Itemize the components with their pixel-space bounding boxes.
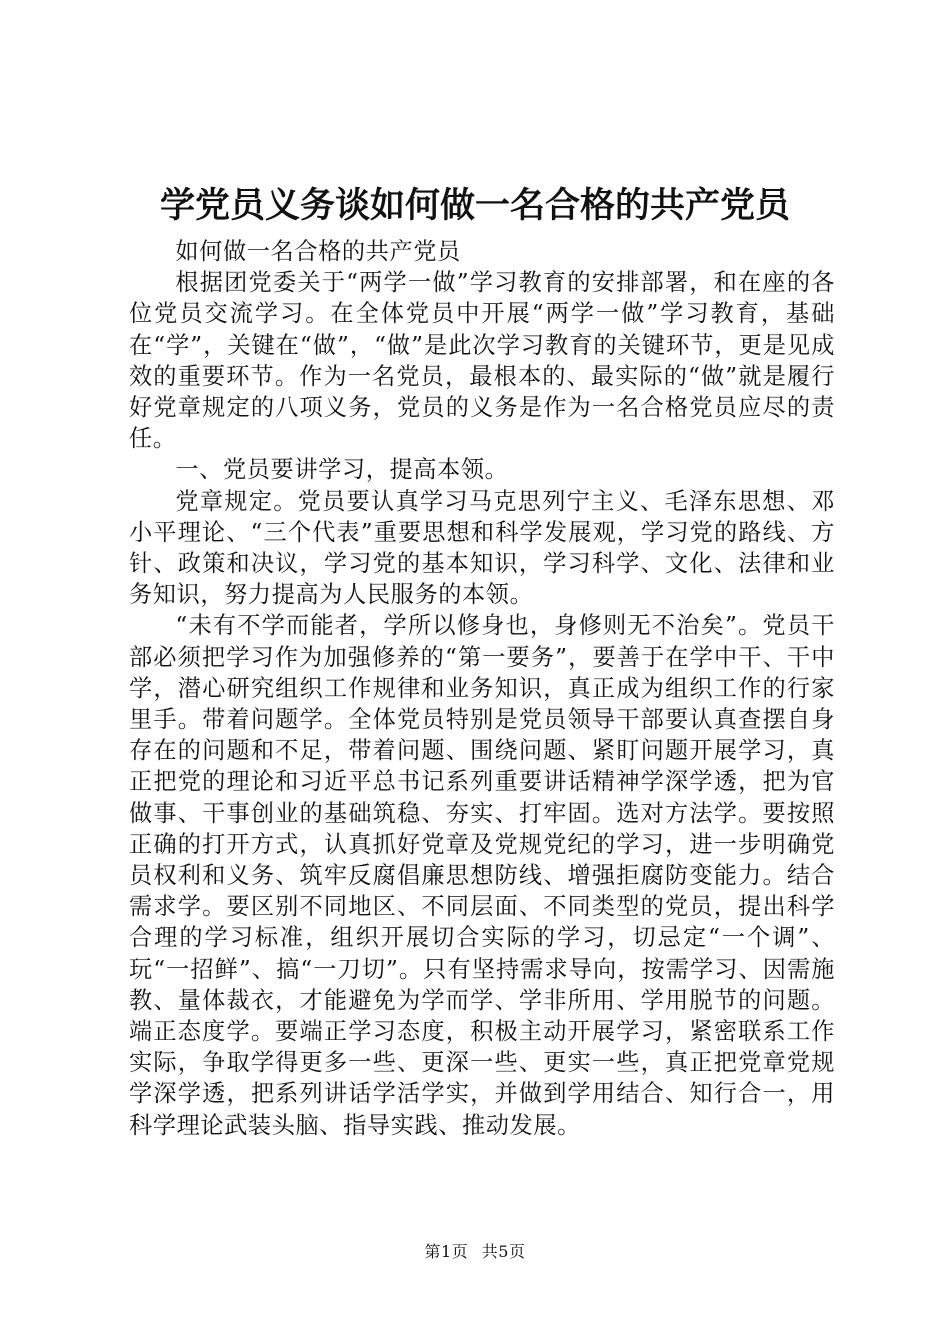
document-body [129,236,835,1141]
paragraph-party-constitution: 党章规定。党员要认真学习马克思列宁主义、毛泽东思想、邓小平理论、“三个代表”重要思想和科学发展观，学习党的路线、方针、政策和决议，学习党的基本知识，学习科学、文化、法律和业务知识，努力提高为人民服务的本领。 [129,487,835,609]
section-heading: 一、党员要讲学习，提高本领。 [175,456,509,484]
page-count: 共5页 [481,1242,526,1261]
paragraph-study-methods: “未有不学而能者，学所以修身也，身修则无不治矣”。党员干部必须把学习作为加强修养的“第一要务”，要善于在学中干、干中学，潜心研究组织工作规律和业务知识，真正成为组织工作的行家里手。带着问题学。全体党员特别是党员领导干部要认真查摆自身存在的问题和不足，带着问题、围绕问题、紧盯问题开展学习，真正把党的理论和习近平总书记系列重要讲话精神学深学透，把为官做事、干事创业的基础筑稳、夯实、打牢固。选对方法学。要按照正确的打开方式，认真抓好党章及党规党纪的学习，进一步明确党员权利和义务、筑牢反腐倡廉思想防线、增强拒腐防变能力。结合需求学。要区别不同地区、不同层面、不同类型的党员，提出科学合理的学习标准，组织开展切合实际的学习，切忌定“一个调”、玩“一招鲜”、搞“一刀切”。只有坚持需求导向，按需学习、因需施教、量体裁衣，才能避免为学而学、学非所用、学用脱节的问题。端正态度学。要端正学习态度，积极主动开展学习，紧密联系工作实际，争取学得更多一些、更深一些、更实一些，真正把党章党规学深学透，把系列讲话学活学实，并做到学用结合、知行合一，用科学理论武装头脑、指导实践、推动发展。 [129,612,835,1139]
page-footer [0,1242,950,1262]
page-number: 第1页 [424,1242,469,1261]
paragraph-intro: 根据团党委关于“两学一做”学习教育的安排部署，和在座的各位党员交流学习。在全体党员中开展“两学一做”学习教育，基础在“学”，关键在“做”，“做”是此次学习教育的关键环节，更是见成效的重要环节。作为一名党员，最根本的、最实际的“做”就是履行好党章规定的八项义务，党员的义务是作为一名合格党员应尽的责任。 [129,269,835,453]
paragraph-subtitle: 如何做一名合格的共产党员 [175,238,461,265]
document-title: 学党员义务谈如何做一名合格的共产党员 [159,186,790,226]
